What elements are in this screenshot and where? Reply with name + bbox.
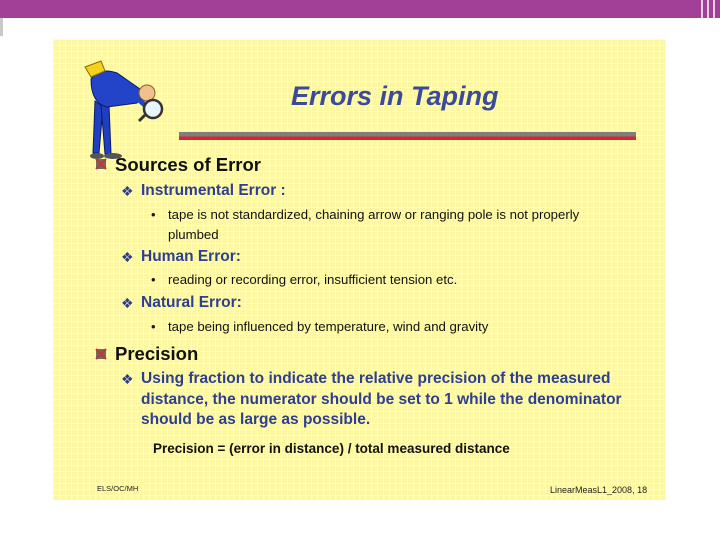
diamond-bullet-icon: ❖ [121,249,134,265]
section-heading-sources: Sources of Error [115,154,261,175]
slide-image [53,39,666,500]
footer-author: ELS/OC/MH [97,484,139,493]
left-edge-line [0,18,3,36]
item-human-error: Human Error: [141,248,241,265]
diamond-bullet-icon: ❖ [121,295,134,311]
diamond-bullet-icon: ❖ [121,371,134,387]
detail-instrumental-error: tape is not standardized, chaining arrow or ranging pole is not properly plumbed [168,207,580,242]
section-heading-precision: Precision [115,343,199,364]
slide-title: Errors in Taping [291,81,499,111]
footer-slide-ref: LinearMeasL1_2008, 18 [550,485,648,495]
precision-formula: Precision = (error in distance) / total measured distance [153,441,510,456]
item-natural-error: Natural Error: [141,294,242,311]
diamond-bullet-icon: ❖ [121,183,134,199]
dot-bullet-icon: • [151,207,156,222]
square-bullet-icon [95,158,107,170]
detail-human-error: reading or recording error, insufficient tension etc. [168,272,458,287]
dot-bullet-icon: • [151,319,156,334]
top-accent-bar [0,0,720,18]
title-underline-bar [179,132,636,140]
dot-bullet-icon: • [151,272,156,287]
detective-figure-icon [81,57,171,162]
page-corner-icon [698,0,720,36]
square-bullet-icon [95,348,107,360]
item-instrumental-error: Instrumental Error : [141,182,286,199]
detail-natural-error: tape being influenced by temperature, wind and gravity [168,319,489,334]
precision-explanation: Using fraction to indicate the relative precision of the measured distance, the numerator should be set to 1 while the denominator should be as large as possible. [141,370,622,428]
